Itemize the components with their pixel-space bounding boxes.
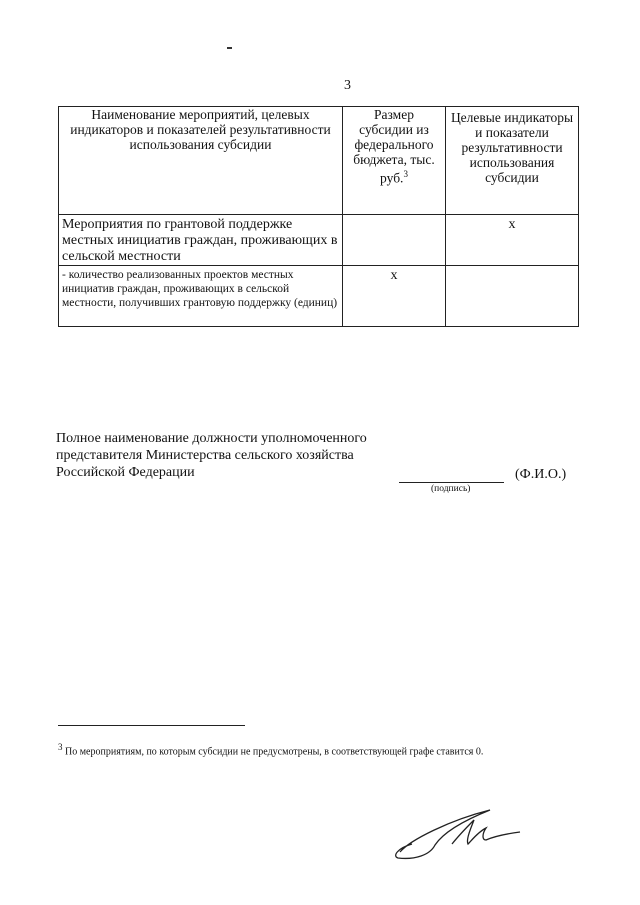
row-indicator-value xyxy=(446,266,579,327)
footnote-divider xyxy=(58,725,245,726)
row-activity-name: Мероприятия по грантовой поддержке местных инициатив граждан, проживающих в сельской местности xyxy=(59,215,343,266)
table-row xyxy=(59,215,579,266)
header-subsidy-size: Размер субсидии из федерального бюджета, тыс. руб.$^3$ xyxy=(343,107,446,215)
table-header-row xyxy=(59,107,579,215)
name-placeholder: (Ф.И.О.) xyxy=(515,467,567,482)
official-position-text: Полное наименование должности уполномоченного представителя Министерства сельского хозяйства Российской Федерации xyxy=(56,431,367,480)
signature-line xyxy=(399,482,504,483)
table-row xyxy=(59,266,579,327)
row-indicator-value: х xyxy=(446,215,579,266)
row-subsidy-value: х xyxy=(343,266,446,327)
page-number: 3 xyxy=(344,78,351,93)
header-activities: Наименование мероприятий, целевых индикаторов и показателей результативности использования субсидии xyxy=(59,107,343,215)
signature-caption: (подпись) xyxy=(431,484,471,494)
row-activity-name: - количество реализованных проектов местных инициатив граждан, проживающих в сельской местности, получивших грантовую поддержку (единиц) xyxy=(59,266,343,327)
row-subsidy-value xyxy=(343,215,446,266)
footnote-ref: 3 xyxy=(403,169,408,179)
footnote-text: По мероприятиям, по которым субсидии не предусмотрены, в соответствующей графе ставится 0. xyxy=(65,746,484,758)
header-indicators: Целевые индикаторы и показатели результативности использования субсидии xyxy=(446,107,579,215)
stray-mark xyxy=(227,47,232,49)
footnote-number: 3 xyxy=(58,742,63,752)
footnote xyxy=(58,741,578,758)
handwritten-signature xyxy=(390,800,530,870)
subsidy-table xyxy=(58,106,579,327)
